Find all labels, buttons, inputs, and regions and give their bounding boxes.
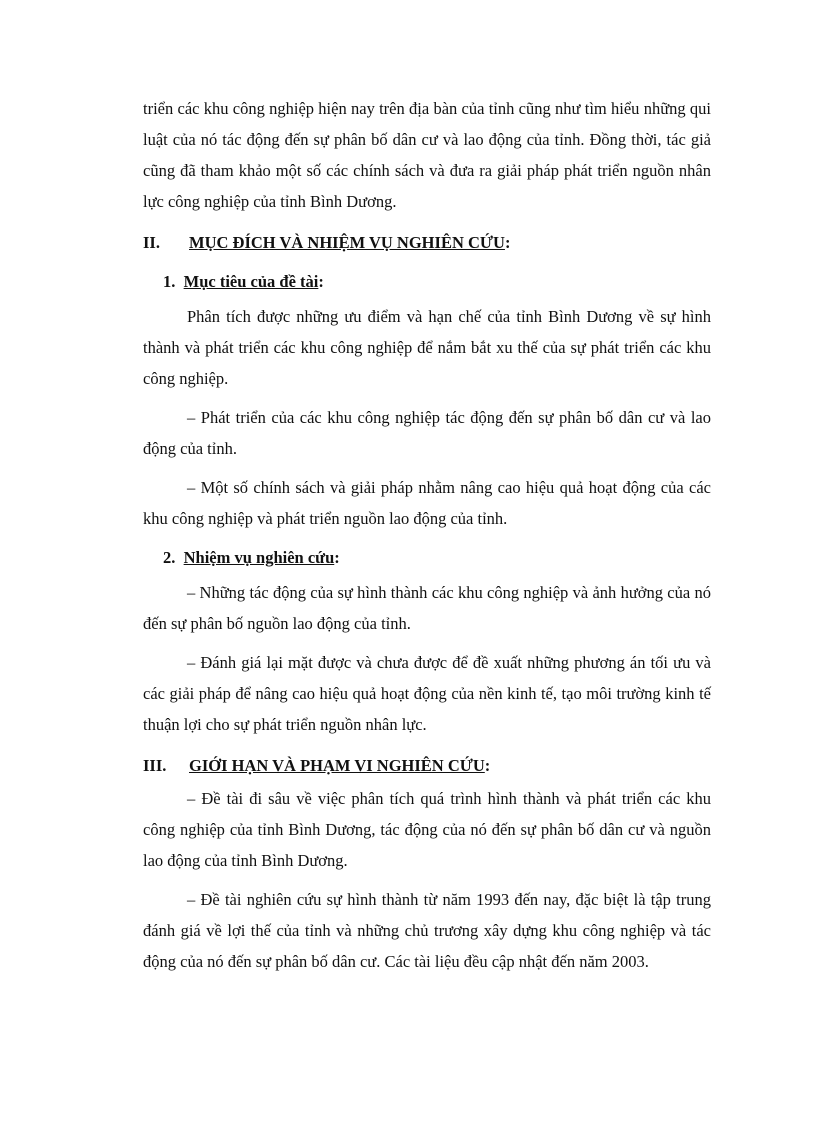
subsection-1-number: 1.	[163, 272, 176, 291]
paragraph: – Đề tài đi sâu về việc phân tích quá trình hình thành và phát triển các khu công nghiệp của tỉnh Bình Dương, tác động của nó đến sự phân bố dân cư và nguồn lao động của tỉnh Bình Dương.	[143, 789, 711, 870]
section-2-title: MỤC ĐÍCH VÀ NHIỆM VỤ NGHIÊN CỨU	[189, 233, 505, 252]
paragraph: Phân tích được những ưu điểm và hạn chế của tỉnh Bình Dương về sự hình thành và phát triển các khu công nghiệp để nắm bắt xu thế của sự phát triển các khu công nghiệp.	[143, 307, 711, 388]
section-3-title: GIỚI HẠN VÀ PHẠM VI NGHIÊN CỨU	[189, 756, 485, 775]
paragraph: – Đánh giá lại mặt được và chưa được để đề xuất những phương án tối ưu và các giải pháp để nâng cao hiệu quả hoạt động của nền kinh tế, tạo môi trường kinh tế thuận lợi cho sự phát triển nguồn nhân lực.	[143, 653, 711, 734]
paragraph: – Phát triển của các khu công nghiệp tác động đến sự phân bố dân cư và lao động của tỉnh.	[143, 408, 711, 458]
subsection-2-heading: 2. Nhiệm vụ nghiên cứu:	[163, 548, 340, 567]
paragraph: – Một số chính sách và giải pháp nhằm nâng cao hiệu quả hoạt động của các khu công nghiệp và phát triển nguồn lao động của tỉnh.	[143, 478, 711, 528]
document-body	[143, 93, 711, 977]
subsection-2-title: Nhiệm vụ nghiên cứu	[183, 548, 335, 567]
subsection-1-title: Mục tiêu của đề tài	[183, 272, 319, 291]
section-3-number: III.	[143, 756, 167, 775]
subsection-2-number: 2.	[163, 548, 176, 567]
intro-paragraph: triển các khu công nghiệp hiện nay trên địa bàn của tỉnh cũng như tìm hiểu những qui luật của nó tác động đến sự phân bố dân cư và lao động của tỉnh. Đồng thời, tác giả cũng đã tham khảo một số các chính sách và đưa ra giải pháp phát triển nguồn nhân lực công nghiệp của tỉnh Bình Dương.	[143, 99, 711, 211]
section-2-heading: II. MỤC ĐÍCH VÀ NHIỆM VỤ NGHIÊN CỨU:	[143, 227, 711, 258]
section-2-number: II.	[143, 233, 160, 252]
subsection-1-heading: 1. Mục tiêu của đề tài:	[163, 272, 324, 291]
section-3-heading: III. GIỚI HẠN VÀ PHẠM VI NGHIÊN CỨU:	[143, 750, 711, 781]
paragraph: – Những tác động của sự hình thành các khu công nghiệp và ảnh hưởng của nó đến sự phân bố nguồn lao động của tỉnh.	[143, 583, 711, 633]
paragraph: – Đề tài nghiên cứu sự hình thành từ năm 1993 đến nay, đặc biệt là tập trung đánh giá về lợi thế của tỉnh và những chủ trương xây dựng khu công nghiệp và tác động của nó đến sự phân bố dân cư. Các tài liệu đều cập nhật đến năm 2003.	[143, 890, 711, 971]
